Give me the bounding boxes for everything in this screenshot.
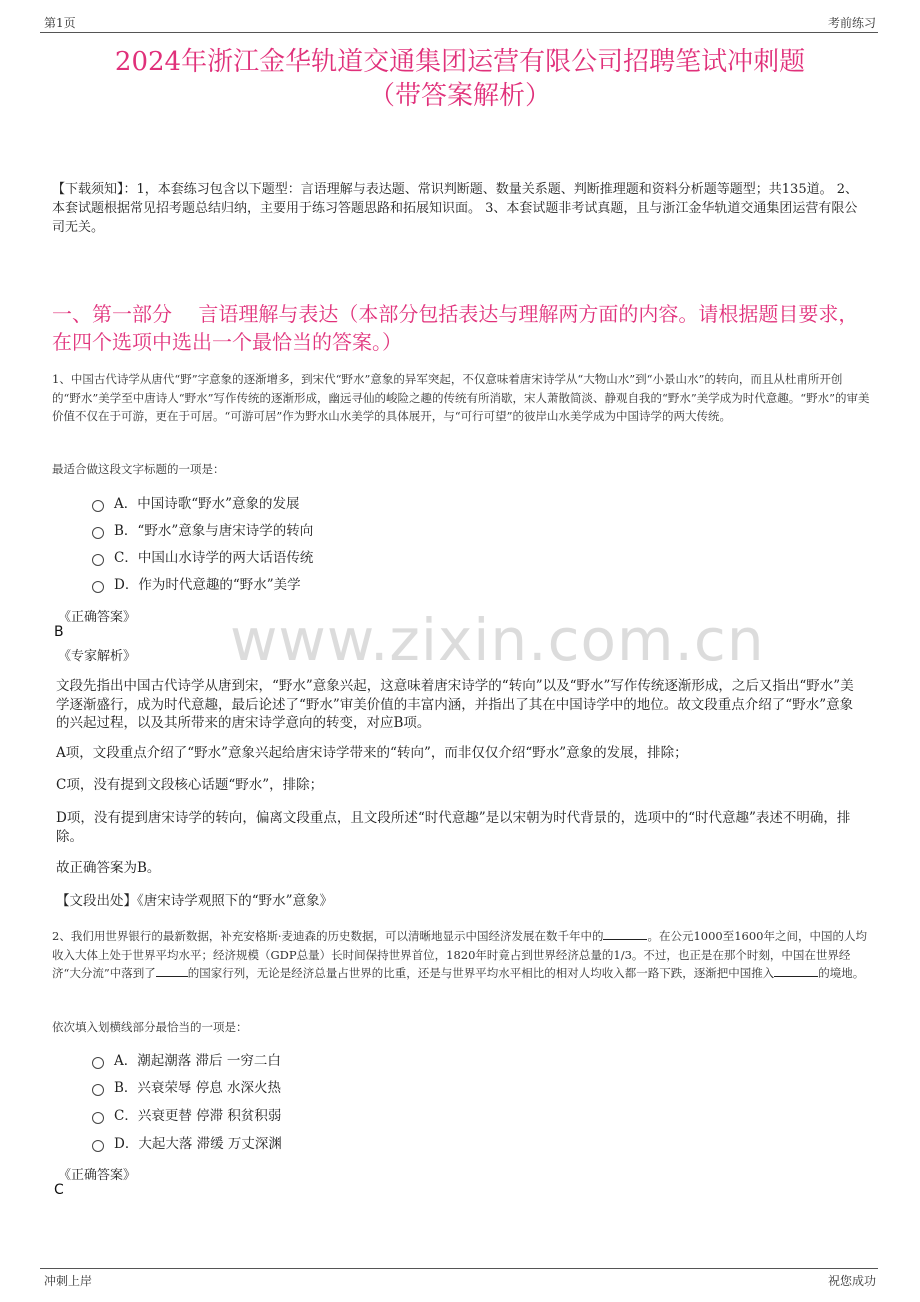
page-number: 第1页 — [44, 16, 76, 30]
q1-option-a[interactable]: A．中国诗歌“野水”意象的发展 — [92, 494, 300, 514]
q1-analysis-summary: 文段先指出中国古代诗学从唐到宋，“野水”意象兴起，这意味着唐宋诗学的“转向”以及“野水”写作传统逐渐形成，之后又指出“野水”美学逐渐盛行，成为时代意趣，最后论述了“野水”审美价值的丰富内涵，并指出了其在中国诗学中的地位。故文段重点介绍了“野水”意象的兴起过程，以及其所带来的唐宋诗学意向的转变，对应B项。 — [56, 678, 854, 731]
radio-icon[interactable] — [92, 1084, 104, 1096]
q2-stem: 2、我们用世界银行的最新数据，补充安格斯·麦迪森的历史数据，可以清晰地显示中国经济发展在数千年中的 。在公元1000至1600年之间，中国的人均收入大体上处于世界平均水平；经济规模（GDP总量）长时间保持世界首位，1820年时竟占到世界经济总量的1/3。不过，也正是在那个时刻，中国在世界经济“大分流”中落到了 的国家行列，无论是经济总量占世界的比重，还是与世界平均水平相比的相对人均收入都一路下跌，逐渐把中国推入 的境地。 — [52, 929, 868, 980]
q1-prompt: 最适合做这段文字标题的一项是： — [52, 462, 225, 476]
radio-icon[interactable] — [92, 1112, 104, 1124]
q2-answer: C — [54, 1182, 64, 1198]
watermark: www.zixin.com.cn — [230, 606, 765, 674]
radio-icon[interactable] — [92, 581, 104, 593]
radio-icon[interactable] — [92, 554, 104, 566]
section-title: 一、第一部分 言语理解与表达（本部分包括表达与理解两方面的内容。请根据题目要求，在四个选项中选出一个最恰当的答案。） — [52, 302, 859, 354]
q2-blank-2 — [156, 964, 188, 977]
document-title: 2024年浙江金华轨道交通集团运营有限公司招聘笔试冲刺题 — [114, 47, 806, 77]
q1-stem: 1、中国古代诗学从唐代“野”字意象的逐渐增多，到宋代“野水”意象的异军突起，不仅意味着唐宋诗学从“大物山水”到“小景山水”的转向，而且从杜甫所开创的“野水”美学至中唐诗人“野水”写作传统的逐渐形成，幽远寻仙的峻险之趣的传统有所消歇，宋人萧散简淡、静观自我的“野水”美学成为时代意趣。“野水”的审美价值不仅在于可游，更在于可居。“可游可居”作为野水山水美学的具体展开，与“可行可望”的彼岸山水美学成为中国诗学的两大传统。 — [52, 372, 870, 423]
q1-answer: B — [54, 624, 64, 640]
q1-source: 【文段出处】《唐宋诗学观照下的“野水”意象》 — [56, 893, 334, 909]
footer-right-text: 祝您成功 — [827, 1274, 876, 1288]
q1-option-b[interactable]: B．“野水”意象与唐宋诗学的转向 — [92, 521, 313, 541]
document-subtitle: （带答案解析） — [368, 81, 551, 111]
q2-prompt: 依次填入划横线部分最恰当的一项是： — [52, 1020, 248, 1034]
q2-blank-1 — [603, 927, 647, 940]
q1-option-d[interactable]: D．作为时代意趣的“野水”美学 — [92, 575, 301, 595]
q1-analysis-conclusion: 故正确答案为B。 — [56, 860, 161, 876]
q1-analysis-label: 《专家解析》 — [58, 649, 137, 664]
q1-analysis-c: C项，没有提到文段核心话题“野水”，排除； — [56, 777, 324, 793]
footer-left-text: 冲刺上岸 — [44, 1274, 93, 1288]
q2-option-b[interactable]: B．兴衰荣辱 停息 水深火热 — [92, 1078, 281, 1098]
download-notice: 【下载须知】：1，本套练习包含以下题型：言语理解与表达题、常识判断题、数量关系题、判断推理题和资料分析题等题型；共135道。 2、本套试题根据常见招考题总结归纳，主要用于练习答题思路和拓展知识面。 3、本套试题非考试真题，且与浙江金华轨道交通集团运营有限公司无关。 — [52, 182, 858, 235]
q1-analysis-d: D项，没有提到唐宋诗学的转向，偏离文段重点，且文段所述“时代意趣”是以宋朝为时代背景的，选项中的“时代意趣”表述不明确，排除。 — [56, 810, 851, 845]
radio-icon[interactable] — [92, 1140, 104, 1152]
q2-blank-3 — [774, 964, 818, 977]
q1-option-c[interactable]: C．中国山水诗学的两大话语传统 — [92, 548, 313, 568]
header-rule — [40, 32, 878, 33]
q2-option-d[interactable]: D．大起大落 滞缓 万丈深渊 — [92, 1134, 282, 1154]
q2-option-c[interactable]: C．兴衰更替 停滞 积贫积弱 — [92, 1106, 281, 1126]
q1-answer-label: 《正确答案》 — [58, 610, 137, 625]
radio-icon[interactable] — [92, 1057, 104, 1069]
q2-answer-label: 《正确答案》 — [58, 1168, 137, 1183]
radio-icon[interactable] — [92, 527, 104, 539]
header-label: 考前练习 — [827, 16, 876, 30]
q1-analysis-a: A项，文段重点介绍了“野水”意象兴起给唐宋诗学带来的“转向”，而非仅仅介绍“野水”意象的发展，排除； — [56, 745, 688, 761]
q2-option-a[interactable]: A．潮起潮落 滞后 一穷二白 — [92, 1051, 281, 1071]
footer-rule — [40, 1268, 878, 1269]
radio-icon[interactable] — [92, 500, 104, 512]
